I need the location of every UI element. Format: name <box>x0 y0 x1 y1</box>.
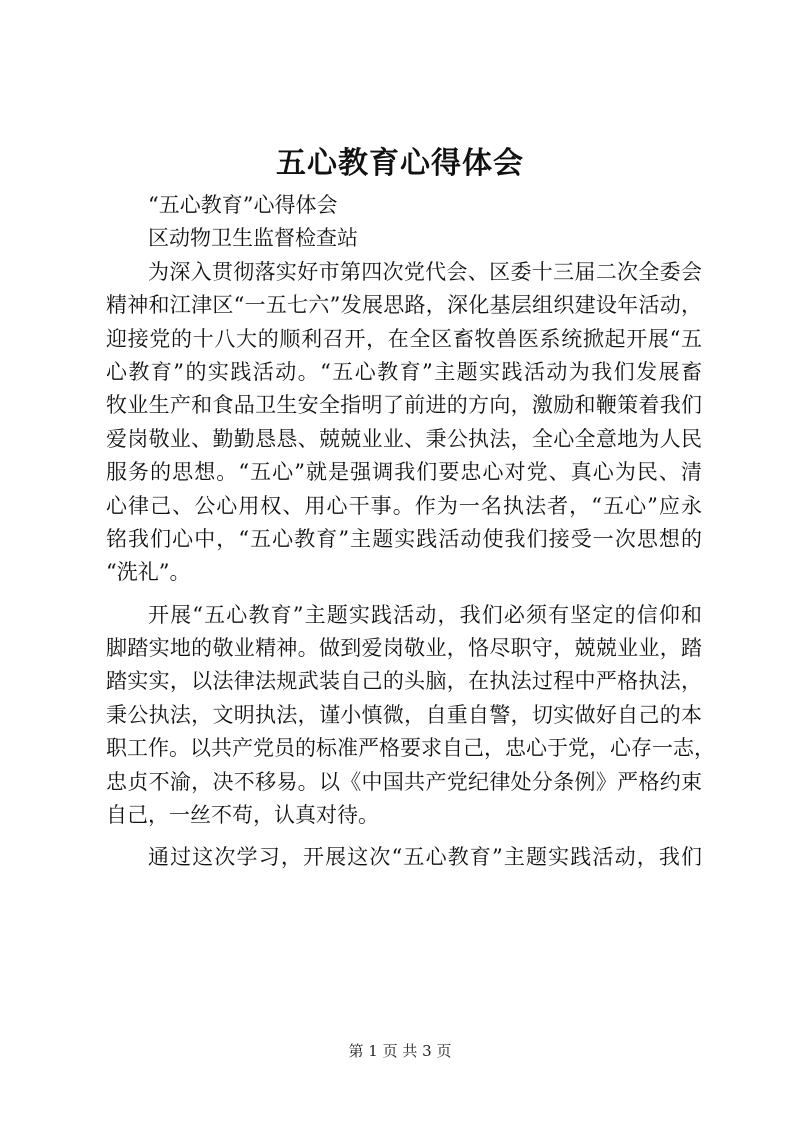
text-line: 心律己、公心用权、用心干事。作为一名执法者，“五心”应永 <box>106 493 702 518</box>
text-line: 爱岗敬业、勤勤恳恳、兢兢业业、秉公执法，全心全意地为人民 <box>106 426 702 451</box>
text-line: 精神和江津区“一五七六”发展思路，深化基层组织建设年活动， <box>106 293 702 318</box>
text-line: “五心教育”心得体会 <box>148 193 338 217</box>
text-line: 通过这次学习，开展这次“五心教育”主题实践活动，我们 <box>148 845 702 870</box>
text-line: 职工作。以共产党员的标准严格要求自己，忠心于党，心存一志， <box>106 736 715 761</box>
text-line: 开展“五心教育”主题实践活动，我们必须有坚定的信仰和 <box>148 602 702 627</box>
text-line: 脚踏实地的敬业精神。做到爱岗敬业，恪尽职守，兢兢业业，踏 <box>106 636 702 661</box>
text-line: 心教育”的实践活动。“五心教育”主题实践活动为我们发展畜 <box>106 359 702 384</box>
page-title: 五心教育心得体会 <box>276 146 524 181</box>
text-line: 自己，一丝不苟，认真对待。 <box>106 803 379 828</box>
page-footer: 第 1 页 共 3 页 <box>348 1042 452 1060</box>
text-line: “洗礼”。 <box>106 560 191 585</box>
body-text <box>106 189 715 875</box>
text-line: 为深入贯彻落实好市第四次党代会、区委十三届二次全委会 <box>148 259 702 284</box>
text-line: 服务的思想。“五心”就是强调我们要忠心对党、真心为民、清 <box>106 460 702 485</box>
text-line: 秉公执法，文明执法，谨小慎微，自重自警，切实做好自己的本 <box>106 702 702 727</box>
text-line: 迎接党的十八大的顺利召开，在全区畜牧兽医系统掀起开展“五 <box>106 326 702 351</box>
text-line: 忠贞不渝，决不移易。以《中国共产党纪律处分条例》严格约束 <box>106 769 702 794</box>
text-line: 牧业生产和食品卫生安全指明了前进的方向，激励和鞭策着我们 <box>106 393 702 418</box>
text-line: 踏实实，以法律法规武装自己的头脑，在执法过程中严格执法， <box>106 669 702 694</box>
paragraph-gap <box>106 832 702 841</box>
text-line: 区动物卫生监督检查站 <box>148 226 358 251</box>
text-line: 铭我们心中，“五心教育”主题实践活动使我们接受一次思想的 <box>106 526 702 551</box>
paragraph-gap <box>106 590 702 599</box>
